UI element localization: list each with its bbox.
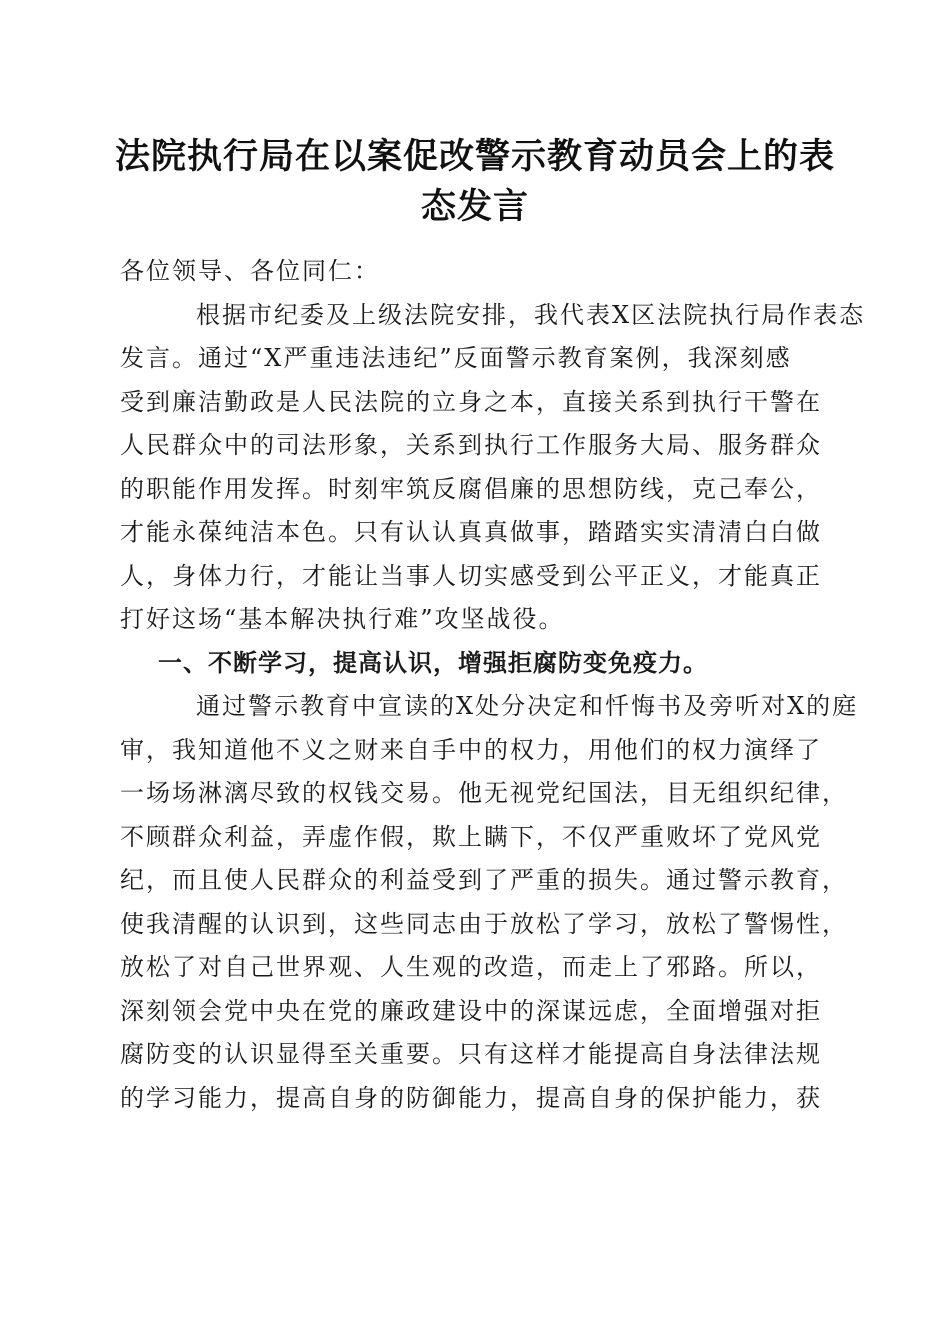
paragraph-line: 人，身体力行，才能让当事人切实感受到公平正义，才能真正 [120,561,822,590]
title-line-1: 法院执行局在以案促改警示教育动员会上的表 [114,136,835,177]
paragraph-line: 通过警示教育中宣读的X处分决定和忏悔书及旁听对X的庭 [196,692,859,720]
paragraph-line: 使我清醒的认识到，这些同志由于放松了学习，放松了警惕性， [120,909,848,938]
paragraph-line: 受到廉洁勤政是人民法院的立身之本，直接关系到执行干警在 [120,387,822,416]
paragraph-line: 打好这场“基本解决执行难”攻坚战役。 [120,605,565,633]
paragraph-1 [120,294,866,642]
section-heading-1: 一、不断学习，提高认识，增强拒腐防变免疫力。 [158,648,708,677]
paragraph-line: 发言。通过“X严重违法违纪”反面警示教育案例，我深刻感 [120,344,792,372]
paragraph-line: 才能永葆纯洁本色。只有认认真真做事，踏踏实实清清白白做 [120,518,822,546]
paragraph-line: 根据市纪委及上级法院安排，我代表X区法院执行局作表态 [196,300,866,329]
paragraph-2 [120,685,859,1120]
paragraph-line: 人民群众中的司法形象，关系到执行工作服务大局、服务群众 [120,431,822,459]
paragraph-line: 审，我知道他不义之财来自手中的权力，用他们的权力演绎了 [120,735,822,764]
paragraph-line: 腐防变的认识显得至关重要。只有这样才能提高自身法律法规 [120,1040,822,1068]
paragraph-line: 一场场淋漓尽致的权钱交易。他无视党纪国法，目无组织纪律， [120,779,848,807]
paragraph-line: 放松了对自己世界观、人生观的改造，而走上了邪路。所以， [120,953,822,981]
paragraph-line: 的职能作用发挥。时刻牢筑反腐倡廉的思想防线，克己奉公， [120,474,822,503]
title-line-2: 态发言 [420,186,529,227]
document-title [110,132,840,232]
paragraph-line: 深刻领会党中央在党的廉政建设中的深谋远虑，全面增强对拒 [120,996,822,1025]
salutation: 各位领导、各位同仁： [120,257,380,285]
paragraph-line: 的学习能力，提高自身的防御能力，提高自身的保护能力，获 [120,1083,822,1112]
paragraph-line: 不顾群众利益，弄虚作假，欺上瞒下，不仅严重败坏了党风党 [120,822,822,851]
document-body [120,250,866,1120]
paragraph-line: 纪，而且使人民群众的利益受到了严重的损失。通过警示教育， [120,866,848,894]
